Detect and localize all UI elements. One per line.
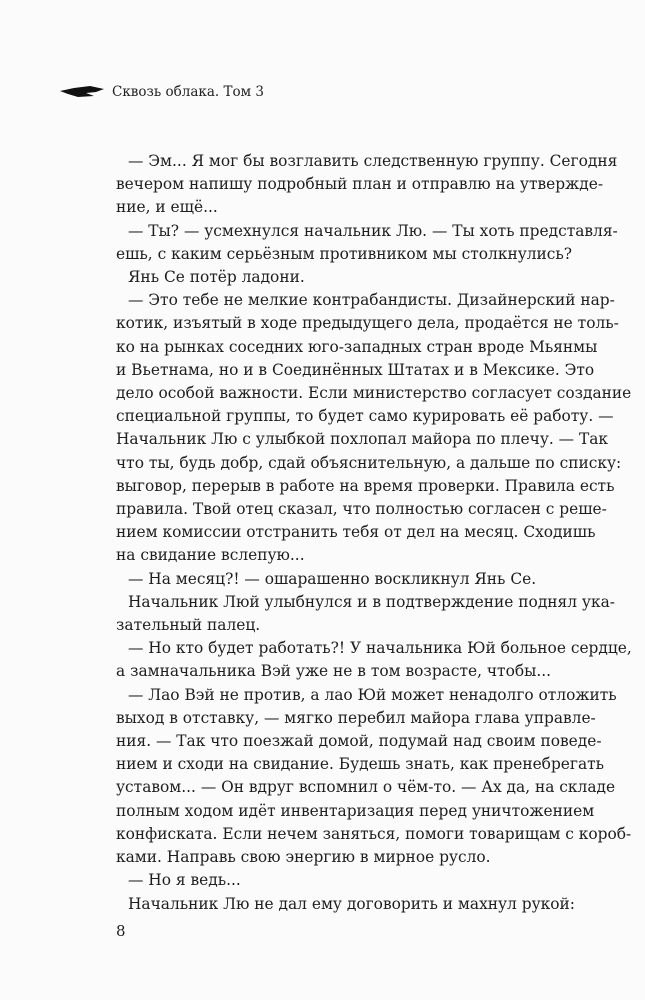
text-line: — Эм... Я мог бы возглавить следственную группу. Сегодня: [128, 152, 618, 170]
running-header: [60, 84, 264, 100]
text-line: — На месяц?! — ошарашенно воскликнул Янь Се.: [128, 569, 537, 588]
paragraph: [116, 637, 632, 683]
text-line: — Ты? — усмехнулся начальник Лю. — Ты хоть представля-: [128, 221, 618, 240]
text-line: ками. Направь свою энергию в мирное русло.: [116, 848, 491, 867]
text-line: зательный палец.: [116, 616, 261, 635]
text-line: Янь Се потёр ладони.: [128, 268, 305, 287]
text-line: нием комиссии отстранить тебя от дел на месяц. Сходишь: [116, 523, 596, 542]
text-line: на свидание вслепую...: [116, 546, 305, 565]
paragraph: [116, 266, 548, 289]
paragraph: [116, 220, 618, 266]
paragraph: [116, 893, 575, 916]
body-text: [116, 150, 632, 916]
text-line: ко на рынках соседних юго-западных стран вроде Мьянмы: [116, 337, 598, 356]
text-line: конфиската. Если нечем заняться, помоги товарищам с короб-: [116, 824, 632, 843]
text-line: выговор, перерыв в работе на время проверки. Правила есть: [116, 476, 615, 495]
text-line: — Это тебе не мелкие контрабандисты. Дизайнерский нар-: [128, 291, 615, 310]
paragraph: [116, 568, 548, 591]
paragraph: [116, 869, 548, 892]
text-line: вечером напишу подробный план и отправлю на утвержде-: [116, 175, 604, 194]
text-line: — Но кто будет работать?! У начальника Юй больное сердце,: [128, 639, 632, 658]
book-title: Сквозь облака. Том 3: [112, 84, 264, 100]
text-line: ния. — Так что поезжай домой, подумай над своим поведе-: [116, 732, 602, 751]
paragraph: [116, 150, 618, 220]
paragraph: [116, 684, 632, 870]
paragraph: [116, 591, 615, 637]
text-line: Начальник Люй улыбнулся и в подтверждение поднял ука-: [128, 592, 615, 611]
text-line: специальной группы, то будет само курировать её работу. —: [116, 407, 614, 426]
text-line: Начальник Лю не дал ему договорить и махнул рукой:: [128, 894, 575, 913]
text-line: ние, и ещё...: [116, 198, 218, 217]
text-line: уставом... — Он вдруг вспомнил о чём-то. — Ах да, на складе: [116, 778, 616, 797]
text-line: нием и сходи на свидание. Будешь знать, как пренебрегать: [116, 755, 605, 774]
text-line: правила. Твой отец сказал, что полностью согласен с реше-: [116, 500, 607, 519]
text-line: выход в отставку, — мягко перебил майора глава управле-: [116, 708, 596, 727]
text-line: ешь, с каким серьёзным противником мы столкнулись?: [116, 244, 573, 263]
text-line: — Но я ведь...: [128, 871, 241, 890]
page-number: 8: [116, 922, 126, 940]
paragraph: [116, 289, 632, 567]
text-line: и Вьетнама, но и в Соединённых Штатах и в Мексике. Это: [116, 360, 595, 379]
text-line: дело особой важности. Если министерство согласует создание: [116, 384, 632, 403]
wing-logo-icon: [60, 85, 104, 99]
text-line: а замначальника Вэй уже не в том возрасте, чтобы...: [116, 662, 552, 681]
text-line: котик, изъятый в ходе предыдущего дела, продаётся не толь-: [116, 314, 619, 333]
text-line: Начальник Лю с улыбкой похлопал майора по плечу. — Так: [116, 430, 609, 449]
text-line: что ты, будь добр, сдай объяснительную, а дальше по списку:: [116, 453, 622, 472]
text-line: полным ходом идёт инвентаризация перед уничтожением: [116, 801, 595, 820]
text-line: — Лао Вэй не против, а лао Юй может ненадолго отложить: [128, 685, 617, 704]
